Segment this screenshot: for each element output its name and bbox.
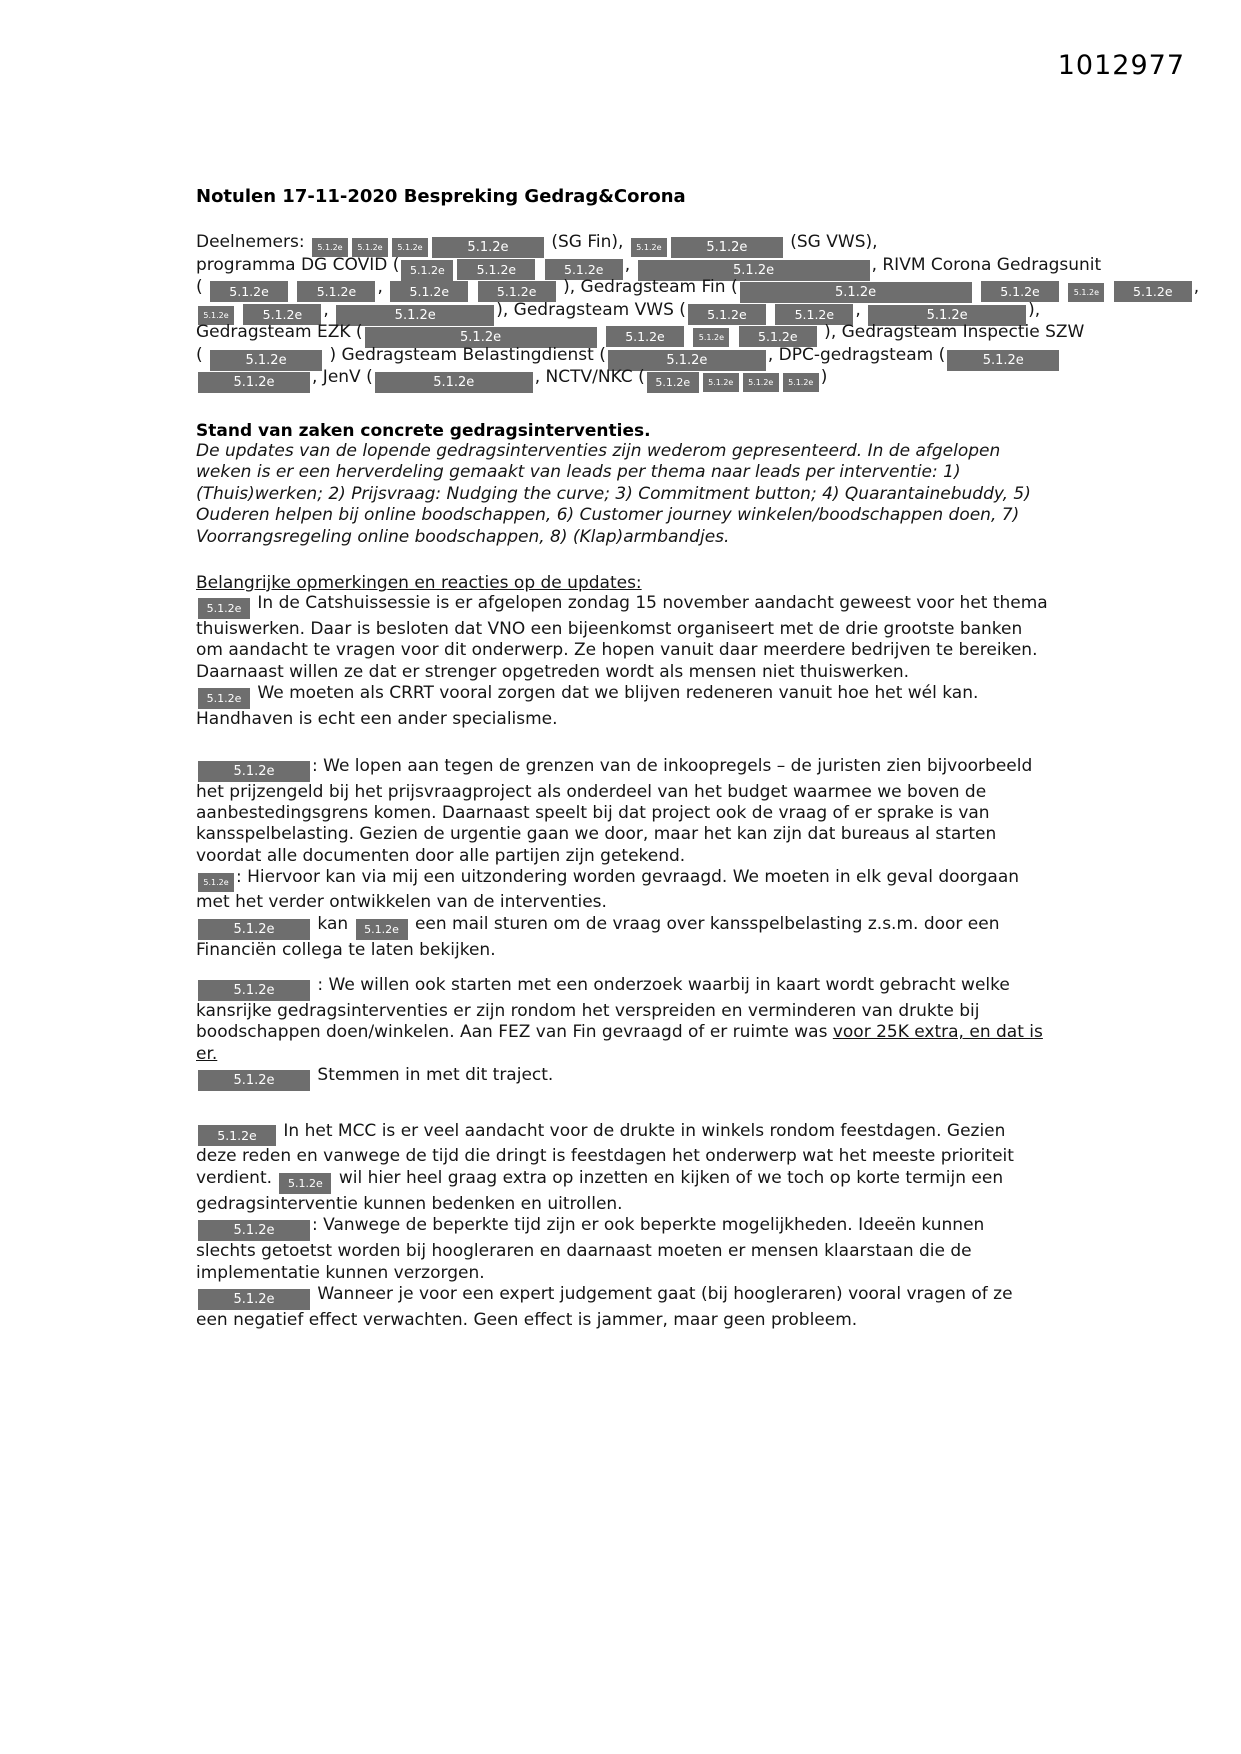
paragraph bbox=[196, 756, 1048, 868]
redaction-box: 5.1.2e bbox=[356, 919, 408, 940]
text-run: In het MCC is er veel aandacht voor de drukte in winkels rondom feestdagen. Gezien deze reden en vanwege de tijd die dringt is feestdagen het onderwerp wat het meeste prioriteit verdient. bbox=[196, 1121, 1014, 1188]
document-id-number: 1012977 bbox=[1057, 50, 1185, 81]
text-run: Gedragsteam EZK ( bbox=[196, 322, 363, 342]
paragraph bbox=[196, 975, 1048, 1065]
text-run: : Vanwege de beperkte tijd zijn er ook beperkte mogelijkheden. Ideeën kunnen slechts getoetst worden bij hoogleraren en daarnaast moeten er mensen klaarstaan die de implementatie kunnen verzorgen. bbox=[196, 1215, 985, 1283]
redaction-box: 5.1.2e bbox=[638, 260, 870, 281]
text-run: In de Catshuissessie is er afgelopen zondag 15 november aandacht geweest voor het thema thuiswerken. Daar is besloten dat VNO een bijeenkomst organiseert met de drie grootste banken om aandacht te vragen voor dit onderwerp. Ze hopen vanuit daar meerdere bedrijven te bereiken. Daarnaast willen ze dat er strenger opgetreden wordt als mensen niet thuiswerken. bbox=[196, 593, 1048, 682]
paragraph bbox=[196, 1284, 1048, 1331]
text-run bbox=[599, 322, 604, 342]
redaction-box: 5.1.2e bbox=[457, 259, 535, 280]
redaction-box: 5.1.2e bbox=[336, 305, 494, 326]
paragraph bbox=[196, 1215, 1048, 1284]
text-run: ), Gedragsteam Inspectie SZW bbox=[818, 322, 1085, 342]
text-run: programma DG COVID ( bbox=[196, 254, 400, 275]
text-run: , bbox=[855, 299, 867, 320]
participants-line bbox=[196, 345, 1048, 368]
participants-line bbox=[196, 232, 1048, 255]
redaction-box: 5.1.2e bbox=[1068, 283, 1104, 302]
text-run: , bbox=[377, 277, 389, 297]
text-run: (SG Fin), bbox=[545, 232, 629, 252]
redaction-box: 5.1.2e bbox=[297, 281, 375, 302]
text-run bbox=[537, 255, 542, 275]
redaction-box: 5.1.2e bbox=[198, 1070, 310, 1091]
text-run: , JenV ( bbox=[312, 367, 373, 387]
redaction-box: 5.1.2e bbox=[198, 761, 310, 782]
redaction-box: 5.1.2e bbox=[198, 598, 250, 619]
participants-line bbox=[196, 367, 1048, 390]
body-paragraphs bbox=[196, 593, 1048, 1331]
redaction-box: 5.1.2e bbox=[703, 373, 739, 392]
text-run: Wanneer je voor een expert judgement gaat (bij hoogleraren) vooral vragen of ze een negatief effect verwachten. Geen effect is jammer, maar geen probleem. bbox=[196, 1283, 1013, 1330]
text-run bbox=[1106, 277, 1111, 297]
redaction-box: 5.1.2e bbox=[198, 372, 310, 393]
participants-line bbox=[196, 322, 1085, 345]
redaction-box: 5.1.2e bbox=[671, 237, 783, 258]
text-run: , DPC-gedragsteam ( bbox=[767, 344, 946, 365]
text-run: , bbox=[323, 299, 335, 320]
participants-line bbox=[196, 254, 1102, 278]
paragraph bbox=[196, 914, 1048, 961]
redaction-box: 5.1.2e bbox=[198, 919, 310, 940]
text-run bbox=[686, 322, 691, 342]
text-run: ), Gedragsteam VWS ( bbox=[496, 299, 686, 320]
text-run bbox=[1061, 277, 1066, 297]
underlined-text-run: voor 25K extra, en dat is er. bbox=[196, 1022, 1043, 1064]
document-content bbox=[196, 186, 1200, 1331]
redaction-box: 5.1.2e bbox=[198, 873, 234, 892]
participants-line bbox=[196, 300, 1048, 323]
text-run: , bbox=[624, 254, 636, 275]
redaction-box: 5.1.2e bbox=[392, 238, 428, 257]
text-run: ) bbox=[820, 367, 828, 387]
redaction-box: 5.1.2e bbox=[608, 350, 766, 371]
redaction-box: 5.1.2e bbox=[688, 304, 766, 325]
text-run: ), bbox=[1028, 299, 1041, 320]
status-section-heading: Stand van zaken concrete gedragsinterventies. bbox=[196, 420, 651, 441]
redaction-box: 5.1.2e bbox=[631, 238, 667, 257]
redaction-box: 5.1.2e bbox=[198, 1125, 276, 1146]
redaction-box: 5.1.2e bbox=[243, 304, 321, 325]
text-run: : Hiervoor kan via mij een uitzondering worden gevraagd. We moeten in elk geval doorgaan met het verder ontwikkelen van de interventies. bbox=[196, 867, 1020, 913]
remarks-heading: Belangrijke opmerkingen en reacties op de updates: bbox=[196, 573, 642, 593]
text-run: ) Gedragsteam Belastingdienst ( bbox=[324, 344, 606, 365]
participants-line bbox=[196, 277, 1200, 300]
redaction-box: 5.1.2e bbox=[647, 372, 699, 393]
redaction-box: 5.1.2e bbox=[432, 237, 544, 258]
paragraph bbox=[196, 867, 1048, 913]
status-intro-paragraph: De updates van de lopende gedragsinterventies zijn wederom gepresenteerd. In de afgelopen weken is er een herverdeling gemaakt van leads per thema naar leads per interventie: 1) (Thuis)werken; 2) Prijsvraag: Nudging the curve; 3) Commitment button; 4) Quarantainebuddy, 5) Ouderen helpen bij online boodschappen, 6) Customer journey winkelen/boodschappen doen, 7) Voorrangsregeling online boodschappen, 8) (Klap)armbandjes. bbox=[196, 440, 1031, 547]
redaction-box: 5.1.2e bbox=[401, 260, 453, 281]
redaction-box: 5.1.2e bbox=[390, 281, 468, 302]
redaction-box: 5.1.2e bbox=[198, 688, 250, 709]
redaction-box: 5.1.2e bbox=[198, 1220, 310, 1241]
text-run bbox=[731, 322, 736, 342]
redaction-box: 5.1.2e bbox=[312, 238, 348, 257]
redaction-box: 5.1.2e bbox=[693, 328, 729, 347]
text-run bbox=[290, 277, 295, 297]
redaction-box: 5.1.2e bbox=[198, 1289, 310, 1310]
redaction-box: 5.1.2e bbox=[947, 350, 1059, 371]
text-run: , NCTV/NKC ( bbox=[534, 367, 645, 387]
text-run: Deelnemers: bbox=[196, 232, 310, 252]
text-run: , RIVM Corona Gedragsunit bbox=[871, 254, 1102, 275]
redaction-box: 5.1.2e bbox=[743, 373, 779, 392]
paragraph bbox=[196, 1121, 1048, 1215]
redaction-box: 5.1.2e bbox=[981, 281, 1059, 302]
text-run: : We willen ook starten met een onderzoek waarbij in kaart wordt gebracht welke kansrijke gedragsinterventies er zijn rondom het verspreiden en verminderen van drukte bij boodschappen doen/winkelen. Aan FEZ van Fin gevraagd of er ruimte was bbox=[196, 975, 1010, 1043]
paragraph bbox=[196, 683, 1048, 730]
text-run: kan bbox=[312, 913, 354, 934]
text-run: (SG VWS), bbox=[784, 232, 878, 252]
paragraph bbox=[196, 593, 1048, 683]
redaction-box: 5.1.2e bbox=[739, 326, 817, 347]
redaction-box: 5.1.2e bbox=[198, 980, 310, 1001]
text-run: We moeten als CRRT vooral zorgen dat we blijven redeneren vanuit hoe het wél kan. Handhaven is echt een ander specialisme. bbox=[196, 683, 979, 730]
text-run: , bbox=[1193, 277, 1200, 297]
redaction-box: 5.1.2e bbox=[1114, 281, 1192, 302]
redaction-box: 5.1.2e bbox=[545, 259, 623, 280]
redaction-box: 5.1.2e bbox=[868, 305, 1026, 326]
redaction-box: 5.1.2e bbox=[740, 282, 972, 303]
redaction-box: 5.1.2e bbox=[198, 306, 234, 325]
text-run: ( bbox=[196, 344, 209, 365]
redaction-box: 5.1.2e bbox=[210, 350, 322, 371]
text-run: een mail sturen om de vraag over kansspelbelasting z.s.m. door een Financiën collega te laten bekijken. bbox=[196, 913, 1000, 960]
redaction-box: 5.1.2e bbox=[210, 281, 288, 302]
text-run bbox=[236, 300, 241, 320]
redaction-box: 5.1.2e bbox=[478, 281, 556, 302]
redaction-box: 5.1.2e bbox=[365, 327, 597, 348]
text-run bbox=[768, 300, 773, 320]
text-run: : We lopen aan tegen de grenzen van de inkoopregels – de juristen zien bijvoorbeeld het prijzengeld bij het prijsvraagproject als onderdeel van het budget waarmee we boven de aanbestedingsgrens komen. Daarnaast speelt bij dat project ook de vraag of er sprake is van kansspelbelasting. Gezien de urgentie gaan we door, maar het kan zijn dat bureaus al starten voordat alle documenten door alle partijen zijn getekend. bbox=[196, 755, 1033, 866]
redaction-box: 5.1.2e bbox=[279, 1173, 331, 1194]
redaction-box: 5.1.2e bbox=[775, 304, 853, 325]
text-run: ), Gedragsteam Fin ( bbox=[557, 277, 738, 297]
redaction-box: 5.1.2e bbox=[783, 373, 819, 392]
text-run: ( bbox=[196, 277, 209, 297]
paragraph bbox=[196, 1065, 1048, 1091]
text-run: wil hier heel graag extra op inzetten en kijken of we toch op korte termijn een gedragsinterventie kunnen bedenken en uitrollen. bbox=[196, 1167, 1004, 1214]
redaction-box: 5.1.2e bbox=[606, 326, 684, 347]
redaction-box: 5.1.2e bbox=[375, 372, 533, 393]
text-run: Stemmen in met dit traject. bbox=[312, 1065, 554, 1086]
document-title: Notulen 17-11-2020 Bespreking Gedrag&Corona bbox=[196, 186, 686, 207]
redaction-box: 5.1.2e bbox=[352, 238, 388, 257]
text-run bbox=[974, 277, 979, 297]
participants-block bbox=[196, 232, 1200, 390]
text-run bbox=[470, 277, 475, 297]
